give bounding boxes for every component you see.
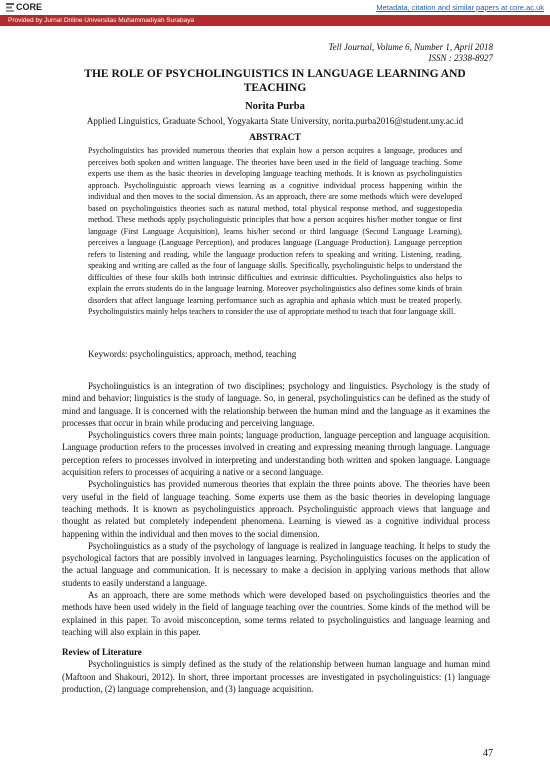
core-logo[interactable] — [6, 2, 42, 12]
page-number: 47 — [483, 748, 493, 759]
paragraph: Psycholinguistics is an integration of two disciplines; psychology and linguistics. Psychology is the study of mind and behavior; linguistics is the study of language. So, in general, psycholinguistics can be defined as the study of mind and language. It is concerned with the relationship between the human mind and the language as it examines the processes that occur in brain while producing and perceiving language. — [62, 381, 490, 428]
journal-volume: Tell Journal, Volume 6, Number 1, April 2018 — [328, 42, 493, 52]
keywords: Keywords: psycholinguistics, approach, method, teaching — [88, 349, 297, 359]
paragraph: Psycholinguistics as a study of the psychology of language is realized in language teaching. It helps to study the psychological factors that are possibly involved in languages learning. Psycholinguistics focuses on the application of the actual language and communication. It is necessary to make a decision in applying various methods that allow students to easily understand a language. — [62, 540, 490, 588]
core-metadata-link[interactable]: Metadata, citation and similar papers at core.ac.uk — [376, 2, 544, 12]
paragraph: Psycholinguistics has provided numerous theories that explain the three points above. The theories have been very useful in the field of language teaching. Some experts use them as the basic theories in developing language teaching methods. It is known as psycholinguistics approach. Psycholinguistic approach views that language and thought as related but completely independent phenomena. Learning is viewed as a cognitive individual process happening within the individual and then moves to the social dimension. — [62, 479, 490, 539]
abstract-heading: ABSTRACT — [249, 133, 301, 143]
abstract-body: Psycholinguistics has provided numerous theories that explain how a person acquires a language, produces and perceives both spoken and written language. The theories have been used in the field of language teaching. Some experts use them as the basic theories in developing language teaching methods. It is known as psycholinguistics approach. Psycholinguistic approach views learning as a cognitive individual process happening within the individual and then moves to the social dimension. As an approach, there are some methods which were developed based on psycholinguistics theories such as natural method, total physical response method, and suggestopedia method. These methods apply psycholinguistic principles that how a person acquires his/her mother tongue or first language (First Language Acquisition), learns his/her second or third language (Second Language Learning), perceives a language (Language Perception), and produces language (Language Production). Language perception refers to listening and reading, while the language production refers to speaking and writing. Listening, reading, speaking and writing are called as the four of language skills. Specifically, psycholinguistic helps to understand the difficulties of these four skills both intrinsic difficulties and extrinsic difficulties. Psycholinguistics also helps to explain the errors students do in the language learning. Moreover psycholinguistics also defines some kinds of brain disorders that affect language learning performance such as agraphia and aphasia which must be treated properly. Psycholinguistics mainly helps teachers to consider the use of appropriate method to teach that four language skill. — [88, 146, 462, 316]
author-name: Norita Purba — [245, 101, 305, 112]
journal-info — [328, 42, 493, 64]
provided-by-link[interactable]: Provided by Jurnal Online Universitas Muhammadiyah Surabaya — [8, 17, 195, 24]
top-bar — [0, 0, 550, 14]
paragraph: Psycholinguistics is simply defined as the study of the relationship between human language and human mind (Maftoon and Shakouri, 2012). In short, three important processes are investigated in psycholinguistics: (1) language production, (2) language comprehension, and (3) language acquisition. — [62, 659, 490, 694]
paragraph: Psycholinguistics covers three main points; language production, language perception and language acquisition. Language production refers to the processes involved in creating and expressing meaning through language. Language perception refers to processes involved in interpreting and understanding both written and spoken language. Language acquisition refers to processes of acquiring a native or a second language. — [62, 430, 490, 478]
body-text — [62, 380, 490, 695]
core-logo-icon — [6, 3, 14, 12]
journal-issn: ISSN : 2338-8927 — [428, 53, 493, 63]
page-title: THE ROLE OF PSYCHOLINGUISTICS IN LANGUAGE LEARNING AND TEACHING — [84, 68, 466, 94]
core-logo-label: CORE — [16, 2, 43, 12]
author-affiliation: Applied Linguistics, Graduate School, Yogyakarta State University, norita.purba2016@student.uny.ac.id — [86, 116, 464, 126]
provided-by-banner — [0, 15, 550, 26]
section-heading-review: Review of Literature — [62, 647, 142, 658]
paragraph: As an approach, there are some methods which were developed based on psycholinguistics theories and the methods have been used widely in the field of language teaching over the countries. Some kinds of the method will be explained in this paper. To avoid misconception, some terms related to psycholinguistics and language learning and teaching will also explain in this paper. — [62, 590, 490, 637]
